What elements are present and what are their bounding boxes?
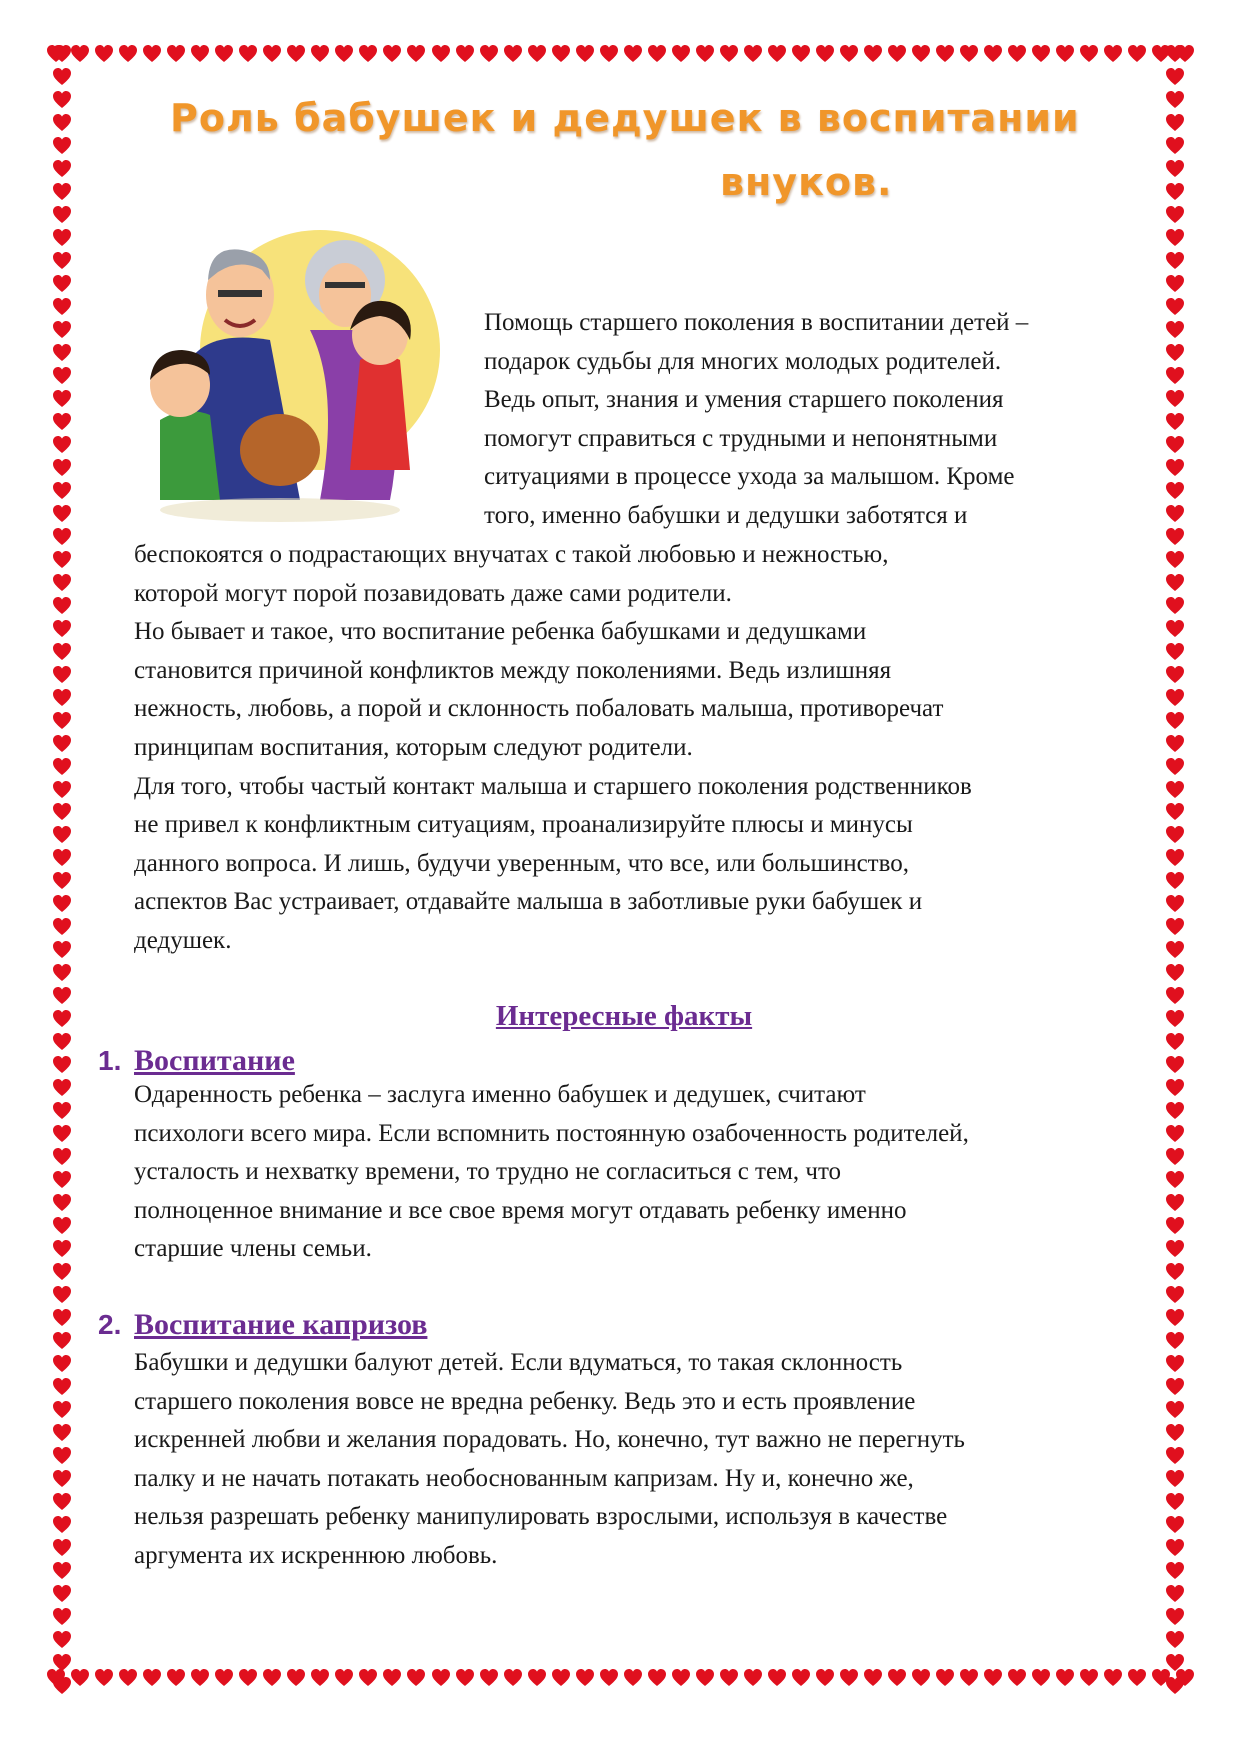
text-line: аспектов Вас устраивает, отдавайте малыша в заботливые руки бабушек и [134,888,923,916]
text-line: полноценное внимание и все свое время могут отдавать ребенку именно [134,1196,907,1224]
heart-icon [52,963,72,983]
heart-icon [1165,1561,1185,1581]
heart-icon [310,1668,330,1688]
heart-icon [839,1668,859,1688]
heart-icon [1165,1285,1185,1305]
heart-icon [695,44,715,64]
heart-icon [1165,297,1185,317]
heart-icon [551,1668,571,1688]
heart-icon [94,44,114,64]
heart-icon [52,1078,72,1098]
heart-icon [52,1584,72,1604]
heart-icon [1165,1446,1185,1466]
heart-icon [1165,1630,1185,1650]
heart-border-left [52,44,80,1696]
heart-icon [1165,1377,1185,1397]
heart-icon [1165,1653,1185,1673]
heart-icon [1165,1032,1185,1052]
heart-icon [52,1354,72,1374]
heart-icon [1165,688,1185,708]
heart-icon [1165,320,1185,340]
heart-icon [479,44,499,64]
heart-icon [791,1668,811,1688]
heart-icon [52,1469,72,1489]
heart-icon [1031,1668,1051,1688]
heart-icon [1165,1193,1185,1213]
heart-icon [791,44,811,64]
heart-icon [1165,940,1185,960]
heart-icon [1165,527,1185,547]
heart-icon [52,986,72,1006]
heart-icon [1007,1668,1027,1688]
heart-icon [1165,1469,1185,1489]
heart-icon [1165,757,1185,777]
heart-icon [52,550,72,570]
heart-icon [52,343,72,363]
heart-icon [52,1009,72,1029]
heart-icon [431,44,451,64]
heart-icon [52,1377,72,1397]
heart-icon [743,44,763,64]
heart-icon [1165,642,1185,662]
heart-icon [52,871,72,891]
heart-icon [1165,619,1185,639]
text-line: Ведь опыт, знания и умения старшего поколения [484,386,1004,414]
heart-icon [52,113,72,133]
heart-icon [959,1668,979,1688]
heart-icon [286,1668,306,1688]
heart-icon [1165,780,1185,800]
text-line: беспокоятся о подрастающих внучатах с такой любовью и нежностью, [134,541,889,568]
text-line: данного вопроса. И лишь, будучи уверенным, что все, или большинство, [134,849,909,877]
heart-border-top [46,44,1196,72]
heart-border-right [1165,44,1193,1696]
text-line: старшего поколения вовсе не вредна ребенку. Ведь это и есть проявление [134,1387,916,1415]
heart-border-bottom [46,1668,1196,1696]
heart-icon [1165,1216,1185,1236]
heart-icon [52,251,72,271]
heart-icon [695,1668,715,1688]
heart-icon [142,1668,162,1688]
heart-icon [839,44,859,64]
heart-icon [52,366,72,386]
text-line: палку и не начать потакать необоснованным капризам. Ну и, конечно же, [134,1464,914,1492]
heart-icon [52,90,72,110]
heart-icon [1165,136,1185,156]
heart-icon [599,1668,619,1688]
heart-icon [1165,1239,1185,1259]
heart-icon [575,44,595,64]
heart-icon [1165,343,1185,363]
heart-icon [52,67,72,87]
heart-icon [52,1032,72,1052]
heart-icon [52,297,72,317]
heart-icon [1165,1009,1185,1029]
text-line: Одаренность ребенка – заслуга именно бабушек и дедушек, считают [134,1081,866,1108]
heart-icon [1165,1262,1185,1282]
heart-icon [671,44,691,64]
heart-icon [52,182,72,202]
heart-icon [983,1668,1003,1688]
heart-icon [52,619,72,639]
heart-icon [52,205,72,225]
heart-icon [1165,1308,1185,1328]
heart-icon [52,1538,72,1558]
heart-icon [52,458,72,478]
heart-icon [1165,1147,1185,1167]
heart-icon [52,274,72,294]
heart-icon [1165,1400,1185,1420]
text-line: которой могут порой позавидовать даже сами родители. [134,579,732,607]
heart-icon [1165,1170,1185,1190]
heart-icon [52,412,72,432]
heart-icon [863,1668,883,1688]
heart-icon [935,1668,955,1688]
heart-icon [1165,802,1185,822]
heart-icon [1165,1101,1185,1121]
heart-icon [911,1668,931,1688]
heart-icon [1165,205,1185,225]
heart-icon [1165,1055,1185,1075]
facts-heading: Интересные факты [495,1000,753,1032]
heart-icon [863,44,883,64]
heart-icon [1165,67,1185,87]
heart-icon [1165,1607,1185,1627]
heart-icon [623,44,643,64]
heart-icon [671,1668,691,1688]
heart-icon [1165,848,1185,868]
heart-icon [1165,963,1185,983]
heart-icon [1165,1538,1185,1558]
heart-icon [719,44,739,64]
text-line: Бабушки и дедушки балуют детей. Если вдуматься, то такая склонность [134,1349,903,1376]
heart-icon [551,44,571,64]
heart-icon [52,734,72,754]
heart-icon [52,894,72,914]
text-line: того, именно бабушки и дедушки заботятся и [484,501,968,529]
heart-icon [52,1515,72,1535]
heart-icon [1165,274,1185,294]
heart-icon [719,1668,739,1688]
text-line: подарок судьбы для многих молодых родителей. [484,347,1002,375]
text-line: Но бывает и такое, что воспитание ребенка бабушками и дедушками [134,618,867,646]
heart-icon [52,1285,72,1305]
heart-icon [334,44,354,64]
heart-icon [382,1668,402,1688]
heart-icon [52,1607,72,1627]
heart-icon [52,825,72,845]
heart-icon [52,917,72,937]
heart-icon [406,1668,426,1688]
heart-icon [743,1668,763,1688]
heart-icon [52,573,72,593]
heart-icon [1165,1354,1185,1374]
heart-icon [52,1193,72,1213]
heart-icon [52,940,72,960]
heart-icon [503,1668,523,1688]
heart-icon [1165,504,1185,524]
heart-icon [52,848,72,868]
heart-icon [190,44,210,64]
heart-icon [767,1668,787,1688]
heart-icon [503,44,523,64]
text-line: аргумента их искреннюю любовь. [134,1541,498,1569]
text-line: психологи всего мира. Если вспомнить постоянную озабоченность родителей, [134,1119,969,1147]
heart-icon [1165,1124,1185,1144]
heart-icon [52,802,72,822]
heart-icon [455,44,475,64]
heart-icon [52,44,72,64]
heart-icon [52,596,72,616]
heart-icon [479,1668,499,1688]
heart-icon [52,757,72,777]
heart-icon [1165,871,1185,891]
heart-icon [1165,986,1185,1006]
fact-2-number: 2. [98,1309,122,1340]
text-line: дедушек. [134,926,232,954]
heart-icon [1165,481,1185,501]
heart-icon [1165,1676,1185,1696]
heart-icon [1165,573,1185,593]
heart-icon [1165,734,1185,754]
heart-icon [1165,665,1185,685]
fact-2-text [134,1344,1144,1576]
heart-icon [52,642,72,662]
heart-icon [52,1400,72,1420]
heart-icon [52,1676,72,1696]
heart-icon [52,711,72,731]
heart-icon [1165,412,1185,432]
heart-icon [190,1668,210,1688]
heart-icon [358,1668,378,1688]
heart-icon [238,1668,258,1688]
text-line: Помощь старшего поколения в воспитании детей – [484,309,1029,336]
heart-icon [983,44,1003,64]
heart-icon [1055,44,1075,64]
text-line: нельзя разрешать ребенку манипулировать взрослыми, используя в качестве [134,1503,948,1531]
heart-icon [52,320,72,340]
heart-icon [1165,825,1185,845]
heart-icon [1127,1668,1147,1688]
heart-icon [647,44,667,64]
heart-icon [911,44,931,64]
heart-icon [52,665,72,685]
fact-2-label: Воспитание капризов [134,1308,428,1341]
fact-1-text [134,1076,1144,1269]
heart-icon [1165,366,1185,386]
heart-icon [52,1308,72,1328]
heart-icon [52,1239,72,1259]
heart-icon [1165,113,1185,133]
heart-icon [1103,44,1123,64]
heart-icon [1165,228,1185,248]
heart-icon [382,44,402,64]
heart-icon [52,1653,72,1673]
heart-icon [52,481,72,501]
text-line: принципам воспитания, которым следуют родители. [134,733,693,761]
heart-icon [1165,44,1185,64]
text-line: не привел к конфликтным ситуациям, проанализируйте плюсы и минусы [134,811,913,839]
heart-icon [52,159,72,179]
heart-icon [1165,251,1185,271]
heart-icon [1165,1423,1185,1443]
heart-icon [1165,711,1185,731]
heart-icon [1165,458,1185,478]
heart-icon [52,1055,72,1075]
heart-icon [94,1668,114,1688]
heart-icon [527,1668,547,1688]
heart-icon [1165,90,1185,110]
heart-icon [358,44,378,64]
heart-icon [52,435,72,455]
heart-icon [52,1331,72,1351]
text-line: становится причиной конфликтов между поколениями. Ведь излишняя [134,656,892,684]
heart-icon [52,1561,72,1581]
family-illustration [130,210,460,540]
heart-icon [118,44,138,64]
heart-icon [527,44,547,64]
heart-icon [1031,44,1051,64]
heart-icon [623,1668,643,1688]
heart-icon [286,44,306,64]
heart-icon [214,44,234,64]
heart-icon [52,1216,72,1236]
heart-icon [1165,1492,1185,1512]
heart-icon [238,44,258,64]
fact-1-number: 1. [98,1045,122,1076]
heart-icon [52,1147,72,1167]
heart-icon [52,228,72,248]
heart-icon [1165,389,1185,409]
heart-icon [52,389,72,409]
page-title-line-1: Роль бабушек и дедушек в воспитании [170,96,1080,140]
heart-icon [1165,1515,1185,1535]
intro-text-side [484,304,1164,536]
text-line: старшие члены семьи. [134,1235,372,1263]
heart-icon [1055,1668,1075,1688]
heart-icon [52,1446,72,1466]
heart-icon [52,527,72,547]
heart-icon [52,780,72,800]
heart-icon [262,1668,282,1688]
heart-icon [52,136,72,156]
heart-icon [262,44,282,64]
heart-icon [52,1170,72,1190]
heart-icon [1165,1584,1185,1604]
heart-icon [1079,1668,1099,1688]
text-line: искренней любви и желания порадовать. Но, конечно, тут важно не перегнуть [134,1426,965,1454]
heart-icon [52,1124,72,1144]
heart-icon [431,1668,451,1688]
heart-icon [1165,596,1185,616]
heart-icon [815,1668,835,1688]
heart-icon [1165,435,1185,455]
heart-icon [1165,1078,1185,1098]
heart-icon [52,1262,72,1282]
fact-2-title [98,1308,427,1342]
heart-icon [647,1668,667,1688]
heart-icon [887,44,907,64]
heart-icon [815,44,835,64]
heart-icon [52,1423,72,1443]
heart-icon [334,1668,354,1688]
heart-icon [166,1668,186,1688]
heart-icon [52,1492,72,1512]
heart-icon [1103,1668,1123,1688]
text-line: нежность, любовь, а порой и склонность побаловать малыша, противоречат [134,695,944,723]
fact-1-label: Воспитание [134,1044,295,1077]
heart-icon [455,1668,475,1688]
intro-text-wide [134,536,1144,961]
heart-icon [52,1630,72,1650]
heart-icon [406,44,426,64]
heart-icon [1165,1331,1185,1351]
heart-icon [1079,44,1099,64]
heart-icon [52,688,72,708]
heart-icon [1127,44,1147,64]
text-line: усталость и нехватку времени, то трудно не согласиться с тем, что [134,1158,842,1186]
heart-icon [935,44,955,64]
text-line: Для того, чтобы частый контакт малыша и старшего поколения родственников [134,772,972,800]
heart-icon [887,1668,907,1688]
text-line: помогут справиться с трудными и непонятными [484,424,998,452]
heart-icon [166,44,186,64]
heart-icon [310,44,330,64]
fact-1-title [98,1044,295,1078]
heart-icon [52,504,72,524]
page-title-line-2: внуков. [720,160,893,204]
heart-icon [575,1668,595,1688]
heart-icon [52,1101,72,1121]
heart-icon [1165,917,1185,937]
heart-icon [1165,894,1185,914]
heart-icon [599,44,619,64]
heart-icon [118,1668,138,1688]
heart-icon [959,44,979,64]
heart-icon [1165,550,1185,570]
heart-icon [1007,44,1027,64]
heart-icon [767,44,787,64]
text-line: ситуациями в процессе ухода за малышом. Кроме [484,463,1015,491]
heart-icon [142,44,162,64]
heart-icon [214,1668,234,1688]
